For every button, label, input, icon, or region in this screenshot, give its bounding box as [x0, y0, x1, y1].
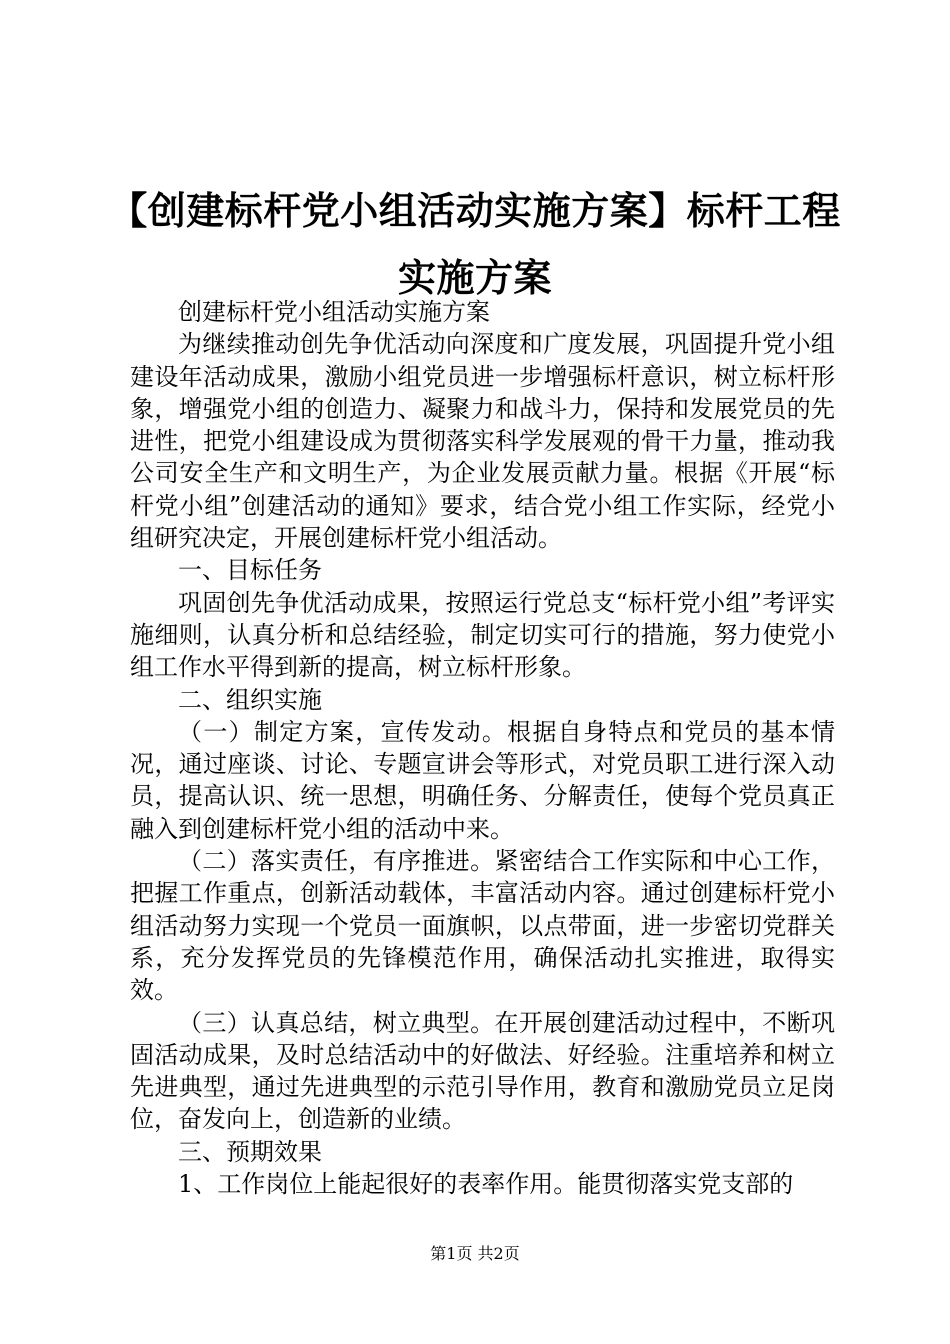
organization-item-3: （三）认真总结，树立典型。在开展创建活动过程中，不断巩固活动成果，及时总结活动中的好做法、好经验。注重培养和树立先进典型，通过先进典型的示范引导作用，教育和激励党员立足岗位，奋发向上，创造新的业绩。 — [130, 1008, 835, 1134]
effects-item-1: 1、工作岗位上能起很好的表率作用。能贯彻落实党支部的 — [178, 1170, 794, 1199]
organization-item-2: （二）落实责任，有序推进。紧密结合工作实际和中心工作，把握工作重点，创新活动载体，丰富活动内容。通过创建标杆党小组活动努力实现一个党员一面旗帜，以点带面，进一步密切党群关系，充分发挥党员的先锋模范作用，确保活动扎实推进，取得实效。 — [130, 847, 835, 1005]
section-heading-organization: 二、组织实施 — [178, 685, 322, 714]
subtitle-paragraph: 创建标杆党小组活动实施方案 — [178, 298, 490, 326]
organization-item-1: （一）制定方案，宣传发动。根据自身特点和党员的基本情况，通过座谈、讨论、专题宣讲会等形式，对党员职工进行深入动员，提高认识、统一思想，明确任务、分解责任，使每个党员真正融入到创建标杆党小组的活动中来。 — [130, 717, 835, 843]
intro-paragraph: 为继续推动创先争优活动向深度和广度发展，巩固提升党小组建设年活动成果，激励小组党员进一步增强标杆意识，树立标杆形象，增强党小组的创造力、凝聚力和战斗力，保持和发展党员的先进性，把党小组建设成为贯彻落实科学发展观的骨干力量，推动我公司安全生产和文明生产，为企业发展贡献力量。根据《开展“标杆党小组”创建活动的通知》要求，结合党小组工作实际，经党小组研究决定，开展创建标杆党小组活动。 — [130, 330, 835, 553]
document-title: 【创建标杆党小组活动实施方案】标杆工程实施方案 — [109, 189, 841, 300]
page-footer: 第1页 共2页 — [430, 1244, 520, 1263]
section-heading-effects: 三、预期效果 — [178, 1137, 322, 1166]
goals-paragraph: 巩固创先争优活动成果，按照运行党总支“标杆党小组”考评实施细则，认真分析和总结经验，制定切实可行的措施，努力使党小组工作水平得到新的提高，树立标杆形象。 — [130, 588, 835, 682]
section-heading-goals: 一、目标任务 — [178, 556, 322, 585]
document-body — [130, 296, 835, 1200]
